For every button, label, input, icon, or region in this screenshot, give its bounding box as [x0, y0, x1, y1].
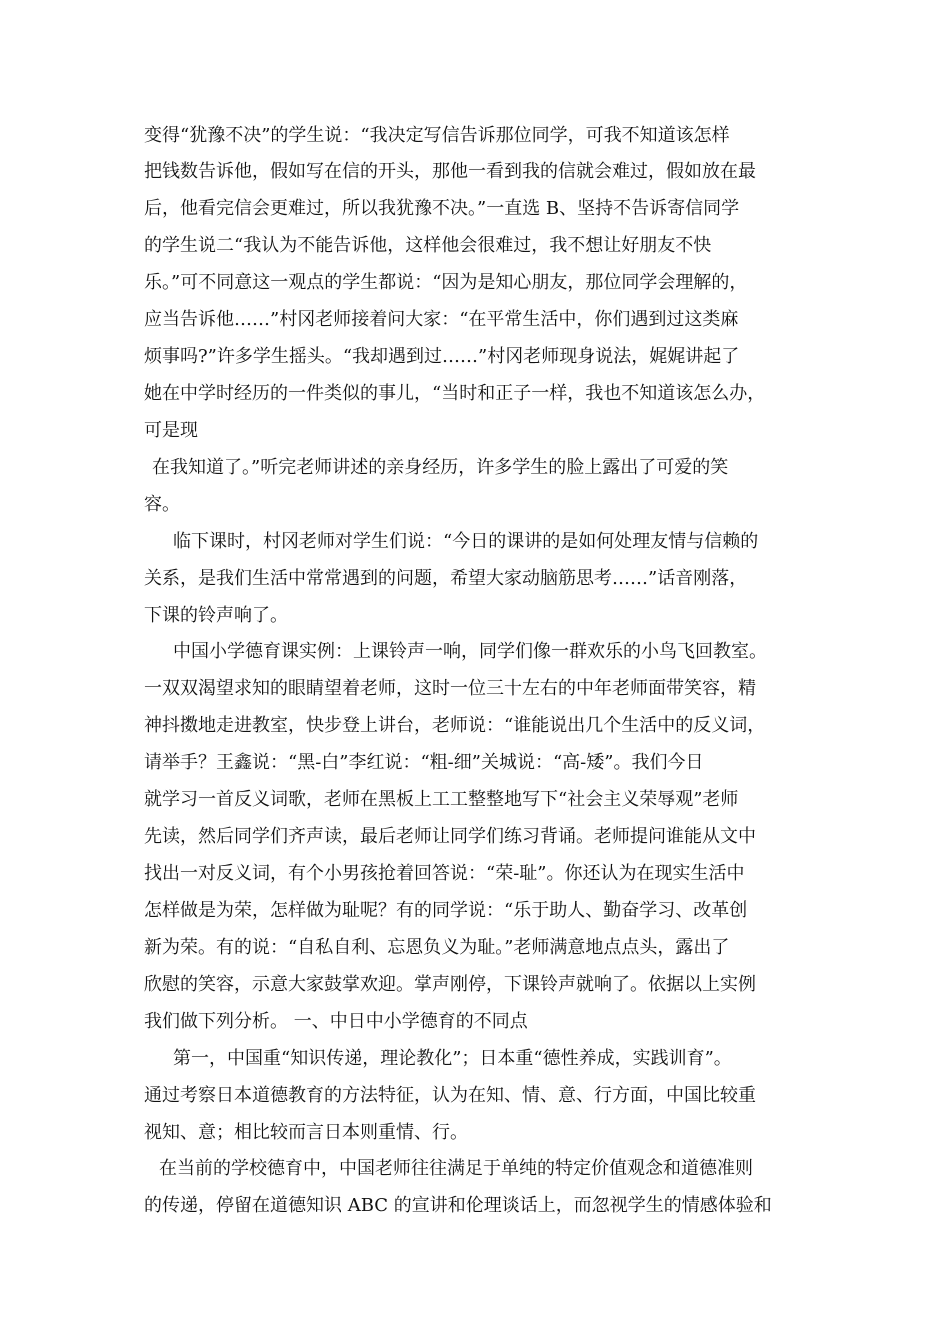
- text-line: 的学生说二“我认为不能告诉他，这样他会很难过，我不想让好朋友不快: [144, 235, 712, 256]
- text-line: 我们做下列分析。 一、中日中小学德育的不同点: [144, 1011, 528, 1032]
- text-line: 第一，中国重“知识传递，理论教化”；日本重“德性养成，实践训育”。: [173, 1048, 732, 1069]
- text-line: 新为荣。有的说：“自私自利、忘恩负义为耻。”老师满意地点点头，露出了: [144, 937, 730, 958]
- text-line: 可是现: [144, 420, 198, 441]
- text-line: 后，他看完信会更难过，所以我犹豫不决。”一直选 B、坚持不告诉寄信同学: [144, 198, 740, 219]
- text-line: 在当前的学校德育中，中国老师往往满足于单纯的特定价值观念和道德准则: [159, 1158, 753, 1179]
- text-line: 容。: [144, 494, 180, 515]
- text-line: 关系，是我们生活中常常遇到的问题，希望大家动脑筋思考……”话音刚落，: [144, 568, 748, 589]
- text-line: 变得“犹豫不决”的学生说：“我决定写信告诉那位同学，可我不知道该怎样: [144, 125, 730, 146]
- text-line: 欣慰的笑容，示意大家鼓掌欢迎。掌声刚停，下课铃声就响了。依据以上实例: [144, 974, 756, 995]
- text-line: 把钱数告诉他，假如写在信的开头，那他一看到我的信就会难过，假如放在最: [144, 161, 756, 182]
- text-line: 先读，然后同学们齐声读，最后老师让同学们练习背诵。老师提问谁能从文中: [144, 826, 756, 847]
- text-line: 临下课时，村冈老师对学生们说：“今日的课讲的是如何处理友情与信赖的: [173, 531, 759, 552]
- text-line: 通过考察日本道德教育的方法特征，认为在知、情、意、行方面，中国比较重: [144, 1085, 756, 1106]
- text-line: 视知、意；相比较而言日本则重情、行。: [144, 1122, 468, 1143]
- text-line: 就学习一首反义词歌，老师在黑板上工工整整地写下“社会主义荣辱观”老师: [144, 789, 739, 810]
- text-line: 乐。”可不同意这一观点的学生都说：“因为是知心朋友，那位同学会理解的，: [144, 272, 748, 293]
- text-line: 的传递，停留在道德知识 ABC 的宣讲和伦理谈话上，而忽视学生的情感体验和: [144, 1195, 772, 1216]
- text-line: 神抖擞地走进教室，快步登上讲台，老师说：“谁能说出几个生活中的反义词，: [144, 715, 766, 736]
- text-line: 烦事吗?”许多学生摇头。“我却遇到过……”村冈老师现身说法，娓娓讲起了: [144, 346, 740, 367]
- text-line: 找出一对反义词，有个小男孩抢着回答说：“荣-耻”。你还认为在现实生活中: [144, 863, 745, 884]
- text-line: 中国小学德育课实例：上课铃声一响，同学们像一群欢乐的小鸟飞回教室。: [173, 641, 767, 662]
- text-line: 下课的铃声响了。: [144, 605, 288, 626]
- text-line: 怎样做是为荣，怎样做为耻呢？有的同学说：“乐于助人、勤奋学习、改革创: [144, 900, 748, 921]
- text-line: 她在中学时经历的一件类似的事儿，“当时和正子一样，我也不知道该怎么办，: [144, 383, 766, 404]
- text-line: 应当告诉他……”村冈老师接着问大家：“在平常生活中，你们遇到过这类麻: [144, 309, 739, 330]
- text-line: 一双双渴望求知的眼睛望着老师，这时一位三十左右的中年老师面带笑容，精: [144, 678, 756, 699]
- text-line: 在我知道了。”听完老师讲述的亲身经历，许多学生的脸上露出了可爱的笑: [152, 457, 729, 478]
- text-line: 请举手？王鑫说：“黑-白”李红说：“粗-细”关城说：“高-矮”。我们今日: [144, 752, 704, 773]
